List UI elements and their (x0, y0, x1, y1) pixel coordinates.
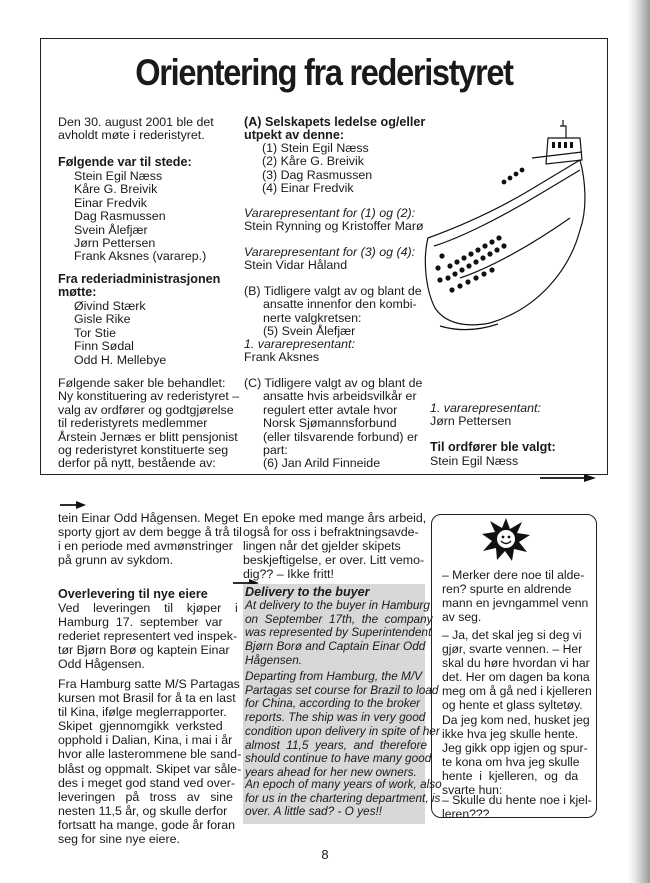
chair-heading: Til ordfører ble valgt: (430, 440, 556, 454)
joke-p3: – Skulle du hente noe i kjel- leren??? (442, 793, 592, 822)
handover-p2: Fra Hamburg satte M/S Partagas kursen mot Brasil for å ta en last til Kina, ifølge meglerrapporter. Skipet gjennomgikk verksted opphold i Dalian, Kina, i mai i år hvor alle lasterommene ble sand- blåst og oppmalt. Skipet var såle- des i meget god stand ved over- leveringen på tross av sine nesten 11,5 år, og skulle derfor fortsatt ha mange, gode år foran seg for sine nye eiere. (58, 677, 242, 847)
section-a-members: (1) Stein Egil Næss (2) Kåre G. Breivik (3) Dag Rasmussen (4) Einar Fredvik (262, 141, 373, 196)
delivery-heading: Delivery to the buyer (245, 585, 370, 599)
handover-heading: Overlevering til nye eiere (58, 587, 208, 601)
col3-vara-name: Jørn Pettersen (430, 414, 512, 428)
section-b-text: (B) Tidligere valgt av og blant de ansatte innenfor den kombi- nerte valgkretsen: (5) Svein Ålefjær (244, 284, 422, 339)
section-b-vara-label: 1. vararepresentant: (244, 337, 355, 351)
vara-34-label: Vararepresentant for (3) og (4): (244, 245, 416, 259)
admin-list: Øivind Stærk Gisle Rike Tor Stie Finn Sødal Odd H. Mellebye (74, 299, 167, 367)
joke-p1: – Merker dere noe til alde- ren? spurte en aldrende mann en jevngammel venn av seg. (442, 568, 589, 625)
delivery-p3: An epoch of many years of work, also for us in the chartering department, is over. A little sad? - O yes!! (245, 777, 442, 819)
col3-vara-label: 1. vararepresentant: (430, 401, 541, 415)
page-title: Orientering fra rederistyret (135, 52, 513, 93)
section-a-heading: (A) Selskapets ledelse og/eller utpekt av denne: (244, 115, 426, 143)
epoch-text: En epoke med mange års arbeid, også for oss i befraktningsavde- lingen når det gjelder skipets beskjeftigelse, er over. Litt vemo- dig?? – Ikke fritt! (243, 511, 427, 582)
page-edge-shadow (628, 0, 650, 883)
vara-12-label: Vararepresentant for (1) og (2): (244, 206, 416, 220)
continuation-text: tein Einar Odd Hågensen. Meget sporty gjort av dem begge å trå til i en periode med avmønstringer på grunn av sykdom. (58, 511, 242, 568)
section-b-vara-name: Frank Aksnes (244, 350, 320, 364)
chair-name: Stein Egil Næss (430, 454, 519, 468)
cases-text: Følgende saker ble behandlet: Ny konstituering av rederistyret – valg av ordfører og godtgjørelse til rederistyrets medlemmer Årstein Jernæs er blitt pensjonist og rederistyret konstituerte seg derfor på nytt, bestående av: (58, 376, 240, 471)
section-c-text: (C) Tidligere valgt av og blant de ansatte hvis arbeidsvilkår er regulert etter avtale hvor Norsk Sjømannsforbund (eller tilsvarende forbund) er part: (6) Jan Arild Finneide (244, 376, 423, 471)
arrow-right-icon (60, 500, 86, 510)
delivery-p1: At delivery to the buyer in Hamburg on September 17th, the company was represented by Superintendent Bjørn Borø and Captain Einar Odd Hågensen. (245, 598, 433, 667)
vara-12-names: Stein Rynning og Kristoffer Marø (244, 219, 424, 233)
handover-p1: Ved leveringen til kjøper i Hamburg 17. september var rederiet representert ved inspek- tør Bjørn Borø og kaptein Einar Odd Hågensen. (58, 601, 238, 672)
present-heading: Følgende var til stede: (58, 155, 192, 169)
page-number: 8 (321, 847, 329, 862)
delivery-p2: Departing from Hamburg, the M/V Partagas set course for Brazil to load for China, according to the broker reports. The ship was in very good condition upon delivery in spite of her almost 11,5 years, and therefore should continue to have many good years ahead for her new owners. (245, 669, 440, 779)
present-list: Stein Egil Næss Kåre G. Breivik Einar Fredvik Dag Rasmussen Svein Ålefjær Jørn Pettersen Frank Aksnes (vararep.) (74, 169, 207, 264)
arrow-right-icon (540, 473, 596, 483)
joke-p2: – Ja, det skal jeg si deg vi gjør, svarte vennen. – Her skal du høre hvordan vi har det. Her om dagen ba kona meg om å gå ned i kjelleren og hente et glass syltetøy. Da jeg kom ned, husket jeg ikke hva jeg skulle hente. Jeg gikk opp igjen og spur- te kona om hva jeg skulle hente i kjelleren, og da svarte hun: (442, 628, 592, 798)
vara-34-names: Stein Vidar Håland (244, 258, 348, 272)
ship-illustration-icon (420, 118, 590, 333)
smiley-star-icon (481, 517, 531, 561)
intro-text: Den 30. august 2001 ble det avholdt møte i rederistyret. (58, 115, 214, 143)
admin-heading: Fra rederiadministrasjonen møtte: (58, 272, 221, 300)
